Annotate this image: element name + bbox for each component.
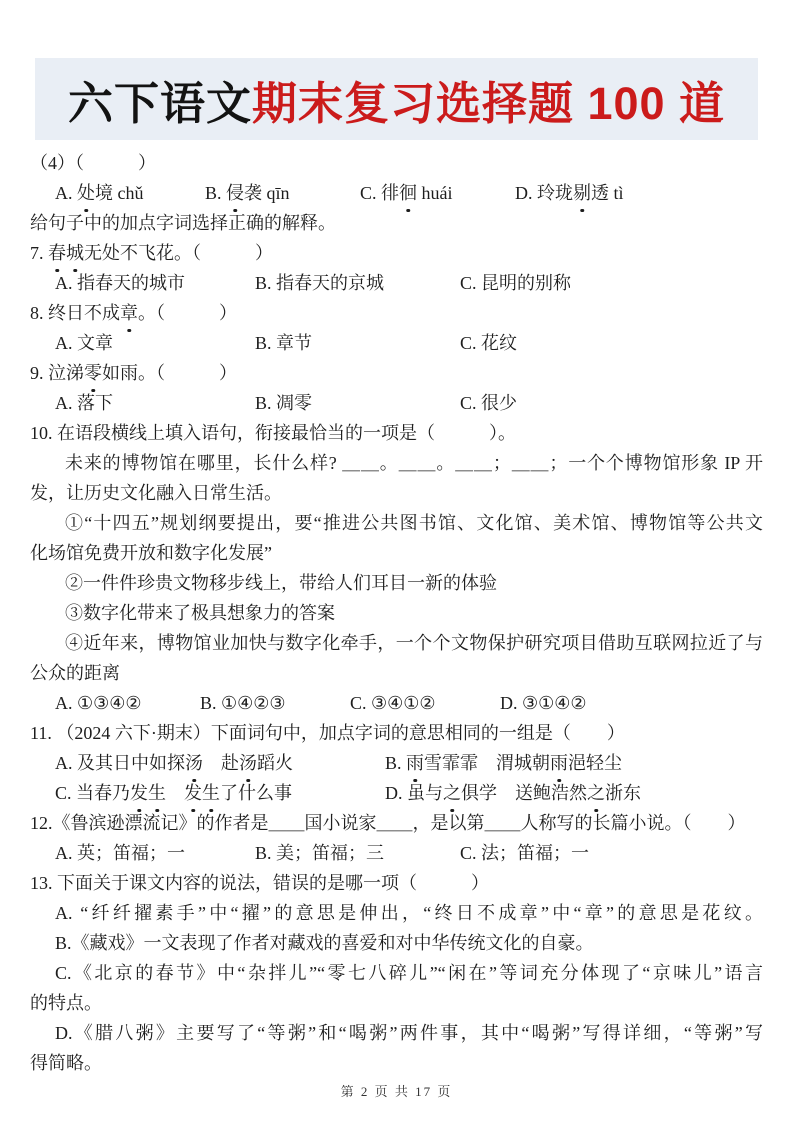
section-instruction: 给句子中的加点字词选择正确的解释。 — [30, 213, 336, 233]
question-12: 12.《鲁滨逊漂流记》的作者是＿＿国小说家＿＿，是以第＿＿人称写的长篇小说。（ ） — [30, 813, 746, 833]
options-q10 — [55, 688, 763, 718]
emphasis-dot-char: 雨 — [406, 748, 424, 778]
options-q12-option-b: B. 美；笛福；三 — [255, 843, 385, 863]
emphasis-dot-char: 生 — [202, 778, 220, 808]
emphasis-dot-char: 侵 — [226, 178, 244, 208]
q10-passage-line2: 发，让历史文化融入日常生活。 — [30, 483, 282, 503]
q10-item-1-line2: 化场馆免费开放和数字化发展” — [30, 543, 272, 563]
options-q8-option-c: C. 花纹 — [460, 333, 518, 353]
options-q6-4 — [55, 178, 763, 208]
q10-item-1-line1: ①“十四五”规划纲要提出，要“推进公共图书馆、文化馆、美术馆、博物馆等公共文 — [65, 513, 763, 533]
options-q11-cd — [55, 778, 763, 808]
emphasis-dot-char: 徊 — [399, 178, 417, 208]
emphasis-dot-char: 零 — [84, 358, 102, 388]
options-q8 — [55, 328, 763, 358]
emphasis-dot-char: 雨 — [550, 748, 568, 778]
emphasis-dot-char: 城 — [66, 238, 84, 268]
question-11: 11. （2024 六下·期末）下面词句中，加点字词的意思相同的一组是（ ） — [30, 723, 625, 743]
options-q10-option-c: C. ③④①② — [350, 693, 436, 713]
page-title-banner — [35, 58, 758, 140]
options-q10-option-a: A. ①③④② — [55, 693, 142, 713]
question-7: 7. 春城无处不飞花。（ ） — [30, 238, 763, 268]
emphasis-dot-char: 之 — [587, 778, 605, 808]
page-number: 第 2 页 共 17 页 — [340, 1084, 453, 1099]
options-q9-option-a: A. 落下 — [55, 393, 113, 413]
emphasis-dot-char: 章 — [120, 298, 138, 328]
emphasis-dot-char: 之 — [443, 778, 461, 808]
options-q6-4-option-d: D. 玲珑剔透 tì — [515, 178, 763, 208]
options-q8-option-b: B. 章节 — [255, 333, 313, 353]
emphasis-dot-char: 春 — [48, 238, 66, 268]
question-9: 9. 泣涕零如雨。（ ） — [30, 358, 763, 388]
emphasis-dot-char: 处 — [77, 178, 95, 208]
q13-option-c-line2: 的特点。 — [30, 993, 102, 1013]
options-q10-option-b: B. ①④②③ — [200, 693, 286, 713]
emphasis-dot-char: 汤 — [239, 748, 257, 778]
options-q12-option-a: A. 英；笛福；一 — [55, 843, 185, 863]
document-body — [30, 148, 763, 1078]
options-q8-option-a: A. 文章 — [55, 333, 113, 353]
options-q7-option-c: C. 昆明的别称 — [460, 273, 572, 293]
emphasis-dot-char: 生 — [148, 778, 166, 808]
sub-question-4: （4）（ ） — [30, 153, 156, 173]
options-q7-option-b: B. 指春天的京城 — [255, 273, 385, 293]
emphasis-dot-char: 发 — [130, 778, 148, 808]
question-8: 8. 终日不成章。（ ） — [30, 298, 763, 328]
q10-passage-line1: 未来的博物馆在哪里，长什么样? ＿＿。＿＿。＿＿；＿＿；一个个博物馆形象 IP 开 — [65, 453, 763, 473]
q10-item-4-line1: ④近年来，博物馆业加快与数字化牵手，一个个文物保护研究项目借助互联网拉近了与 — [65, 633, 763, 653]
options-q9-option-c: C. 很少 — [460, 393, 518, 413]
options-q6-4-option-c: C. 徘徊 huái — [360, 178, 515, 208]
options-q9-option-b: B. 凋零 — [255, 393, 313, 413]
options-q11-ab — [55, 748, 763, 778]
options-q6-4-option-b: B. 侵袭 qīn — [205, 178, 360, 208]
emphasis-dot-char: 发 — [184, 778, 202, 808]
emphasis-dot-char: 汤 — [185, 748, 203, 778]
q13-option-a: A. “纤纤擢素手”中“擢”的意思是伸出，“终日不成章”中“章”的意思是花纹。 — [55, 903, 763, 923]
options-q7-option-a: A. 指春天的城市 — [55, 273, 185, 293]
options-q11-ab-option-a: A. 及其日中如探汤 赴汤蹈火 — [55, 748, 385, 778]
q10-item-4-line2: 公众的距离 — [30, 663, 120, 683]
page-title-grade: 六下语文 — [67, 77, 252, 129]
options-q6-4-option-a: A. 处境 chǔ — [55, 178, 205, 208]
q13-option-b: B.《藏戏》一文表现了作者对藏戏的喜爱和对中华传统文化的自豪。 — [55, 933, 594, 953]
options-q12 — [55, 838, 763, 868]
q13-option-d-line1: D.《腊八粥》主要写了“等粥”和“喝粥”两件事，其中“喝粥”写得详细，“等粥”写 — [55, 1023, 763, 1043]
q13-option-d-line2: 得简略。 — [30, 1053, 102, 1073]
options-q11-cd-option-b: D. 虽与之俱学 送鲍浩然之浙东 — [385, 778, 763, 808]
emphasis-dot-char: 剔 — [573, 178, 591, 208]
options-q11-cd-option-a: C. 当春乃发生 发生了什么事 — [55, 778, 385, 808]
q10-item-2: ②一件件珍贵文物移步线上，带给人们耳目一新的体验 — [65, 573, 497, 593]
options-q11-ab-option-b: B. 雨雪霏霏 渭城朝雨浥轻尘 — [385, 748, 763, 778]
q10-item-3: ③数字化带来了极具想象力的答案 — [65, 603, 335, 623]
options-q7 — [55, 268, 763, 298]
options-q12-option-c: C. 法；笛福；一 — [460, 843, 590, 863]
page-title-topic: 期末复习选择题 100 道 — [251, 77, 726, 129]
question-13: 13. 下面关于课文内容的说法，错误的是哪一项（ ） — [30, 873, 489, 893]
question-10: 10. 在语段横线上填入语句，衔接最恰当的一项是（ ）。 — [30, 423, 516, 443]
options-q9 — [55, 388, 763, 418]
options-q10-option-d: D. ③①④② — [500, 693, 587, 713]
q13-option-c-line1: C.《北京的春节》中“杂拌儿”“零七八碎儿”“闲在”等词充分体现了“京味儿”语言 — [55, 963, 763, 983]
